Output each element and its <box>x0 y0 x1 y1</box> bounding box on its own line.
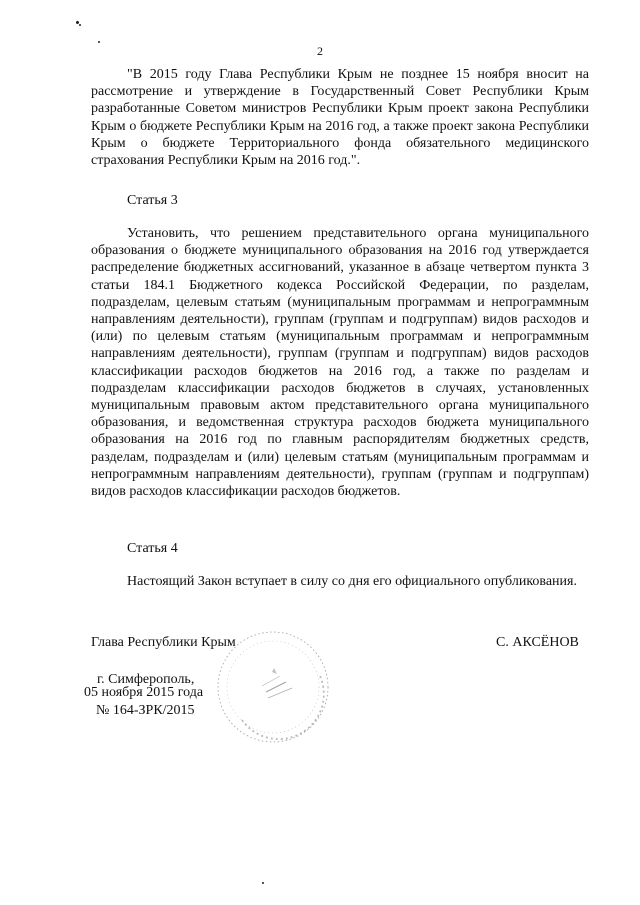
signatory-name: С. АКСЁНОВ <box>496 635 579 650</box>
amendment-paragraph <box>91 66 589 169</box>
article-3-text: Установить, что решением представительного органа муниципального образования о бюджете муниципального образования на 2016 год утверждается распределение бюджетных ассигнований, указанное в абзаце четвертом пункта 3 статьи 184.1 Бюджетного кодекса Российской Федерации, по разделам, подразделам, целевым статьям (муниципальным программам и непрограммным направлениям деятельности), группам (группам и подгруппам) видов расходов и (или) по целевым статьям (муниципальным программам и непрограммным направлениям деятельности), группам (группам и подгруппам) видов расходов классификации расходов бюджетов на 2016 год, а также по разделам и подразделам классификации расходов бюджетов в случаях, установленных муниципальным правовым актом представительного органа муниципального образования, и ведомственная структура расходов бюджета муниципального образования на 2016 год по главным распорядителям бюджетных средств, разделам, подразделам и (или) целевым статьям (муниципальным программам и непрограммным направлениям деятельности), группам (группам и подгруппам) видов расходов классификации расходов бюджетов. <box>91 226 589 500</box>
scan-speck <box>98 41 100 43</box>
article-4-body <box>91 573 589 590</box>
signing-date: 05 ноября 2015 года <box>84 685 204 700</box>
scan-speck <box>262 882 264 884</box>
article-4-heading: Статья 4 <box>127 541 178 556</box>
article-4-text: Настоящий Закон вступает в силу со дня его официального опубликования. <box>127 574 577 589</box>
signatory-title: Глава Республики Крым <box>91 635 236 650</box>
law-number: № 164-ЗРК/2015 <box>96 703 195 718</box>
amendment-text: "В 2015 году Глава Республики Крым не позднее 15 ноября вносит на рассмотрение и утверждение в Государственный Совет Республики Крым разработанные Советом министров Республики Крым проект закона Республики Крым о бюджете Республики Крым на 2016 год, а также проект закона Республики Крым о бюджете Территориального фонда обязательного медицинского страхования Республики Крым на 2016 год.". <box>91 67 589 169</box>
article-3-body <box>91 225 589 500</box>
official-seal-stamp <box>214 628 332 746</box>
page-number: 2 <box>317 44 323 58</box>
place-of-signing: г. Симферополь, <box>97 672 195 687</box>
article-3-heading: Статья 3 <box>127 193 178 208</box>
scan-speck <box>79 24 81 26</box>
